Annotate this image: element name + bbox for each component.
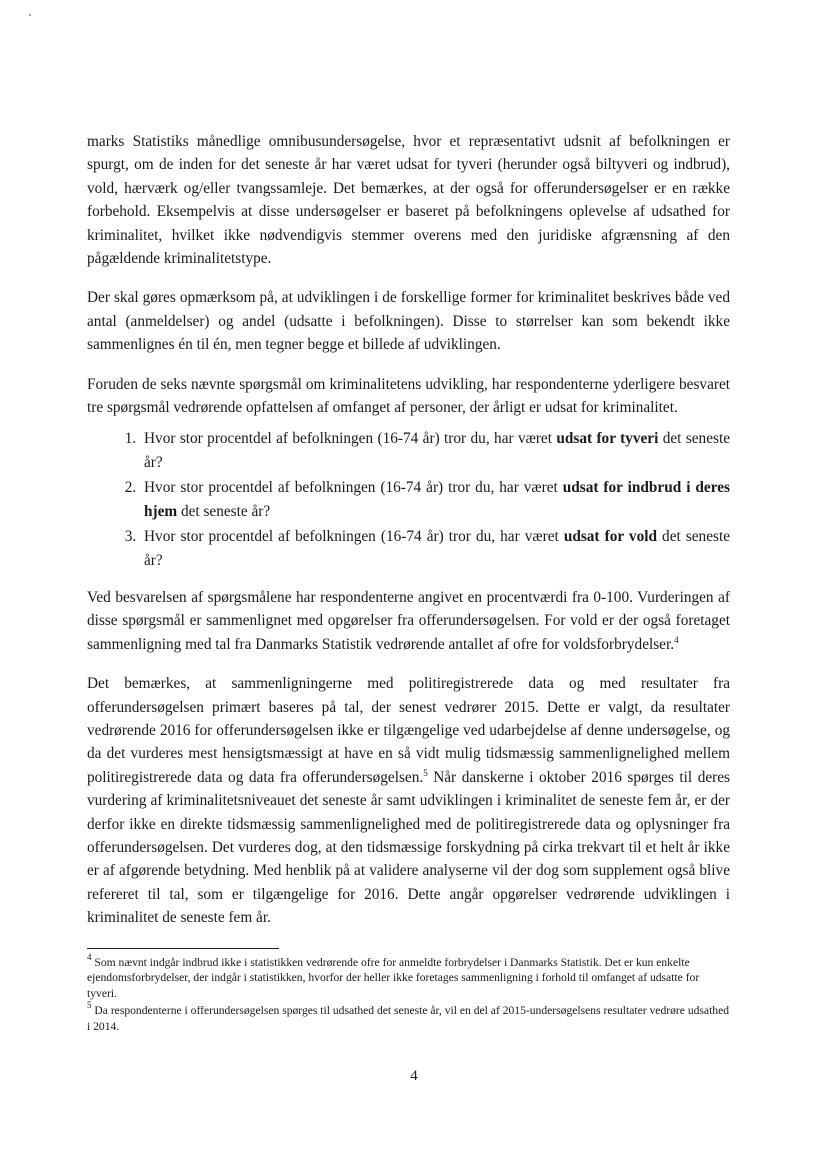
paragraph-2: Der skal gøres opmærksom på, at udviklingen i de forskellige former for kriminalitet beskrives både ved antal (anmeldelser) og andel (udsatte i befolkningen). Disse to størrelser kan som bekendt ikke sammenlignes én til én, men tegner begge et billede af udviklingen. (87, 289, 730, 354)
question-item: 3. Hvor stor procentdel af befolkningen (16-74 år) tror du, har været udsat for vold det seneste år? (140, 525, 730, 572)
footnote-ref: 5 (423, 767, 428, 778)
paragraph-4: Ved besvarelsen af spørgsmålene har respondenterne angivet en procentværdi fra 0-100. Vurderingen af disse spørgsmål er sammenlignet med opgørelser fra offerundersøgelsen. For vold er der også foretaget sammenligning med tal fra Danmarks Statistik vedrørende antallet af ofre for voldsforbrydelser.$^4$ (87, 588, 730, 653)
body-text (87, 130, 730, 946)
question-list (87, 427, 730, 571)
footnote-ref: 4 (674, 634, 679, 645)
question-item: 2. Hvor stor procentdel af befolkningen (16-74 år) tror du, har været udsat for indbrud i deres hjem det seneste år? (140, 476, 730, 523)
footnote: $^4$ Som nævnt indgår indbrud ikke i statistikken vedrørende ofre for anmeldte forbrydelser i Danmarks Statistik. Det er kun enkelte ejendomsforbrydelser, der indgår i statistikken, hvorfor der heller ikke foretages sammenligning i forhold til omfanget af udsatte for tyveri. (87, 952, 700, 1000)
page-number: 4 (410, 1068, 418, 1084)
footnotes (87, 952, 730, 1036)
footnote: $^5$ Da respondenterne i offerundersøgelsen spørges til udsathed det seneste år, vil en del af 2015-undersøgelsens resultater vedrøre udsathed i 2014. (87, 1000, 730, 1033)
question-item: 1. Hvor stor procentdel af befolkningen (16-74 år) tror du, har været udsat for tyveri det seneste år? (140, 427, 730, 474)
paragraph-3: Foruden de seks nævnte spørgsmål om kriminalitetens udvikling, har respondenterne yderligere besvaret tre spørgsmål vedrørende opfattelsen af omfanget af personer, der årligt er udsat for kriminalitet. (87, 375, 730, 417)
paragraph-5: Det bemærkes, at sammenligningerne med politiregistrerede data og med resultater fra offerundersøgelsen primært baseres på tal, der senest vedrører 2015. Dette er valgt, da resultater vedrørende 2016 for offerundersøgelsen ikke er tilgængelige ved udarbejdelse af denne undersøgelse, og da det vurderes mest hensigtsmæssigt at have en så vidt mulig tidsmæssig sammenlignelighed mellem politiregistrerede data og data fra offerundersøgelsen.$^5$ Når danskerne i oktober 2016 spørges til deres vurdering af kriminalitetsniveauet det seneste år samt udviklingen i kriminalitet de seneste fem år, er der derfor ikke en direkte tidsmæssig sammenlignelighed med de politiregistrerede data og oplysninger fra offerundersøgelsen. Det vurderes dog, at den tidsmæssige forskydning på cirka trekvart til et helt år ikke er af afgørende betydning. Med henblik på at validere analyserne vil der dog som supplement også blive refereret til tal, som er tilgængelige for 2016. Dette angår opgørelser vedrørende udviklingen i kriminalitet de seneste fem år. (87, 675, 730, 927)
scan-speck (29, 14, 31, 16)
paragraph-1: marks Statistiks månedlige omnibusundersøgelse, hvor et repræsentativt udsnit af befolkningen er spurgt, om de inden for det seneste år har været udsat for tyveri (herunder også biltyveri og indbrud), vold, hærværk og/eller tvangssamleje. Det bemærkes, at der også for offerundersøgelser er en række forbehold. Eksempelvis at disse undersøgelser er baseret på befolkningens oplevelse af udsathed for kriminalitet, hvilket ikke nødvendigvis stemmer overens med den juridiske afgrænsning af den pågældende kriminalitetstype. (87, 133, 730, 268)
footnote-divider (87, 948, 279, 949)
